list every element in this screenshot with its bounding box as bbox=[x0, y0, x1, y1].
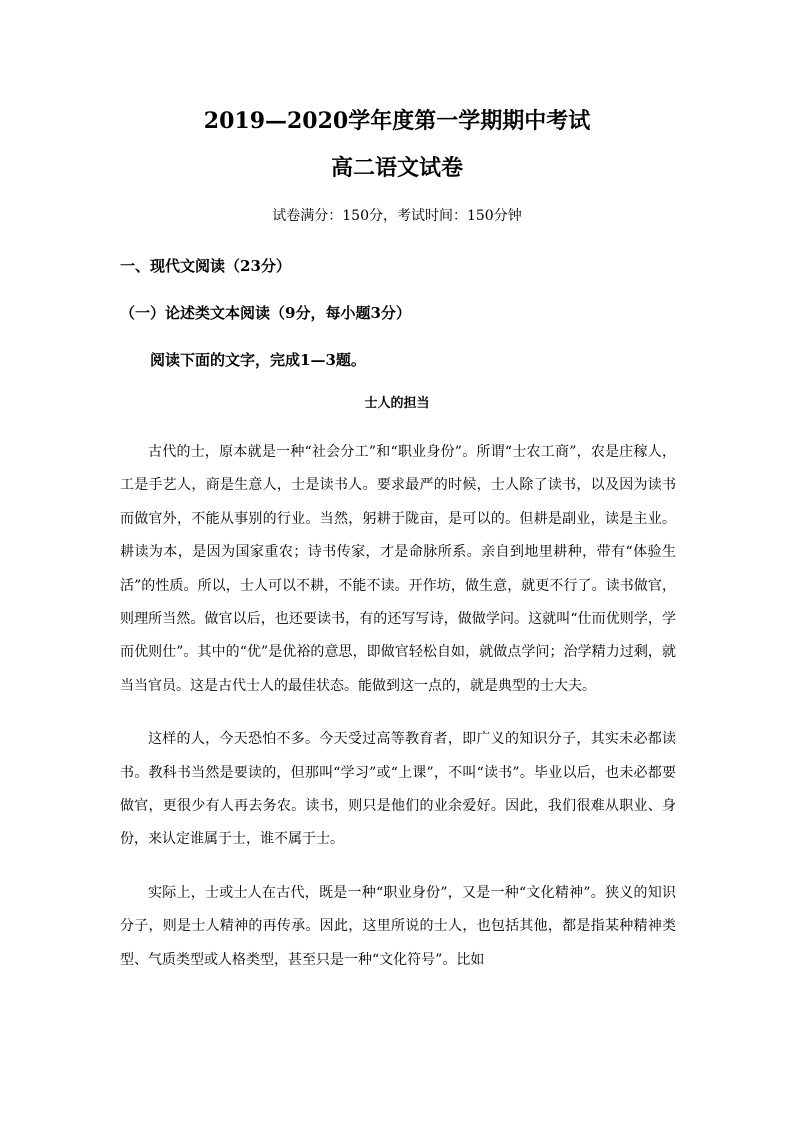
article-paragraph-2: 这样的人，今天恐怕不多。今天受过高等教育者，即广义的知识分子，其实未必都读书。教科书当然是要读的，但那叫“学习”或“上课”，不叫“读书”。毕业以后，也未必都要做官，更很少有人再去务农。读书，则只是他们的业余爱好。因此，我们很难从职业、身份，来认定谁属于士，谁不属于士。 bbox=[120, 731, 676, 848]
article-paragraph-1: 古代的士，原本就是一种“社会分工”和“职业身份”。所谓“士农工商”，农是庄稼人，工是手艺人，商是生意人，士是读书人。要求最严的时候，士人除了读书，以及因为读书而做官外，不能从事别的行业。当然，躬耕于陇亩，是可以的。但耕是副业，读是主业。耕读为本，是因为国家重农；诗书传家，才是命脉所系。亲自到地里耕种，带有“体验生活”的性质。所以，士人可以不耕，不能不读。开作坊，做生意，就更不行了。读书做官，则理所当然。做官以后，也还要读书，有的还写写诗，做做学问。这就叫“仕而优则学，学而优则仕”。其中的“优”是优裕的意思，即做官轻松自如，就做点学问；治学精力过剩，就当当官员。这是古代士人的最佳状态。能做到这一点的，就是典型的士大夫。 bbox=[120, 444, 676, 694]
exam-title: 2019—2020学年度第一学期期中考试 bbox=[203, 108, 591, 134]
exam-info: 试卷满分：150分，考试时间：150分钟 bbox=[272, 208, 522, 224]
reading-instruction: 阅读下面的文字，完成1—3题。 bbox=[150, 351, 366, 369]
subsection-heading: （一）论述类文本阅读（9分，每小题3分） bbox=[120, 304, 411, 322]
section-heading: 一、现代文阅读（23分） bbox=[120, 257, 291, 275]
exam-subtitle: 高二语文试卷 bbox=[330, 155, 463, 181]
article-body bbox=[120, 436, 676, 997]
article-title: 士人的担当 bbox=[364, 396, 430, 411]
article-paragraph-3: 实际上，士或士人在古代，既是一种“职业身份”，又是一种“文化精神”。狭义的知识分子，则是士人精神的再传承。因此，这里所说的士人，也包括其他，都是指某种精神类型、气质类型或人格类型，甚至只是一种“文化符号”。比如 bbox=[120, 884, 676, 968]
